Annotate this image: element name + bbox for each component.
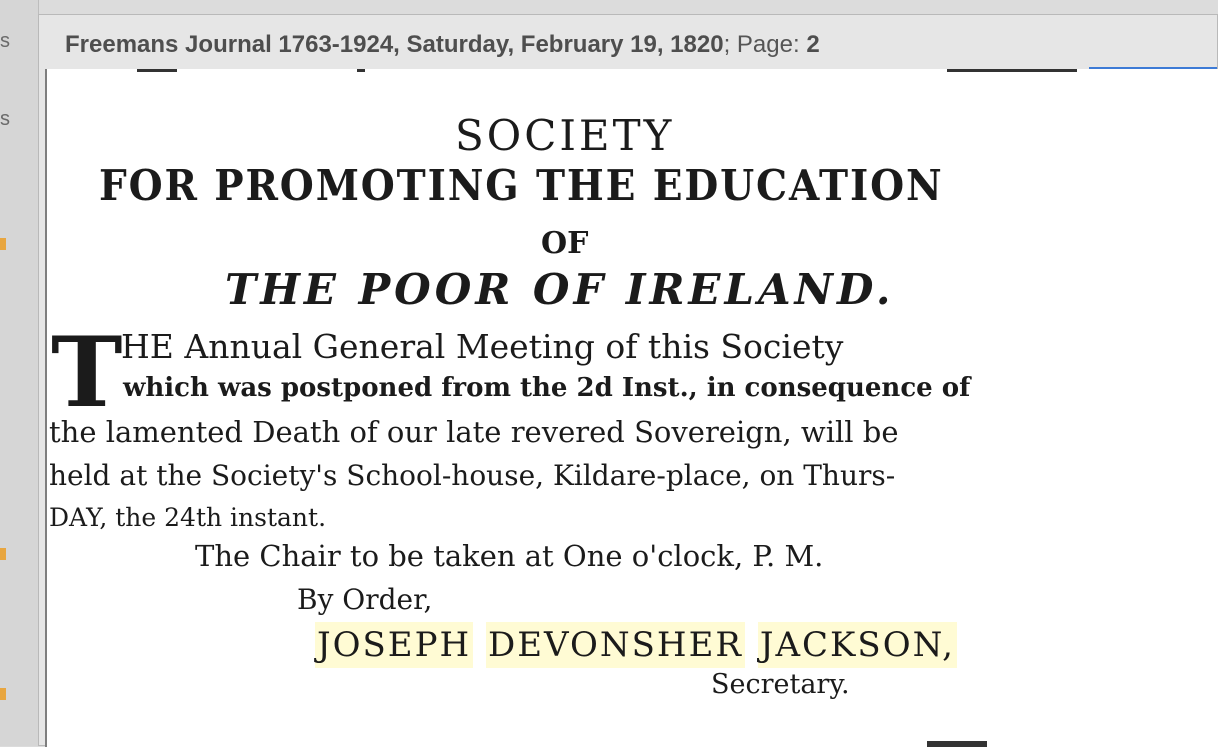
page-label: ; Page:	[723, 31, 807, 58]
top-edge-noise	[97, 69, 1077, 75]
background-page-strip	[0, 0, 39, 746]
signer-middle-highlight: DEVONSHER	[486, 622, 745, 668]
chair-notice: The Chair to be taken at One o'clock, P. M.	[195, 539, 824, 573]
signer-last-highlight: JACKSON,	[758, 622, 957, 668]
popup-title	[65, 31, 820, 59]
body-line-5: DAY, the 24th instant.	[49, 503, 327, 532]
background-fragment: s	[0, 30, 10, 52]
by-order: By Order,	[297, 583, 433, 616]
page-number: 2	[806, 31, 820, 58]
background-highlight	[0, 238, 6, 250]
heading-society: SOCIETY	[455, 111, 675, 160]
drop-cap: T	[51, 316, 123, 429]
clipping-popup	[38, 14, 1218, 746]
background-highlight	[0, 688, 6, 700]
popup-titlebar	[39, 15, 1218, 69]
bottom-edge-noise	[927, 741, 987, 747]
signer-name	[315, 625, 957, 665]
newspaper-clipping	[47, 69, 1092, 747]
body-line-2: which was postponed from the 2d Inst., in consequence of	[123, 373, 971, 403]
heading-promoting: FOR PROMOTING THE EDUCATION	[99, 161, 944, 210]
publication-title: Freemans Journal 1763-1924, Saturday, February 19, 1820	[65, 31, 724, 58]
body-line-4: held at the Society's School-house, Kildare-place, on Thurs-	[49, 459, 896, 492]
background-highlight	[0, 548, 6, 560]
body-line-3: the lamented Death of our late revered Sovereign, will be	[49, 415, 899, 449]
clipping-viewer[interactable]	[45, 69, 1218, 747]
heading-poor-of-ireland: THE POOR OF IRELAND.	[225, 265, 895, 314]
signer-role: Secretary.	[711, 669, 850, 700]
background-fragment: s	[0, 108, 10, 130]
body-line-1: HE Annual General Meeting of this Society	[121, 327, 844, 366]
signer-first-highlight: JOSEPH	[315, 622, 473, 668]
heading-of: OF	[541, 226, 589, 261]
